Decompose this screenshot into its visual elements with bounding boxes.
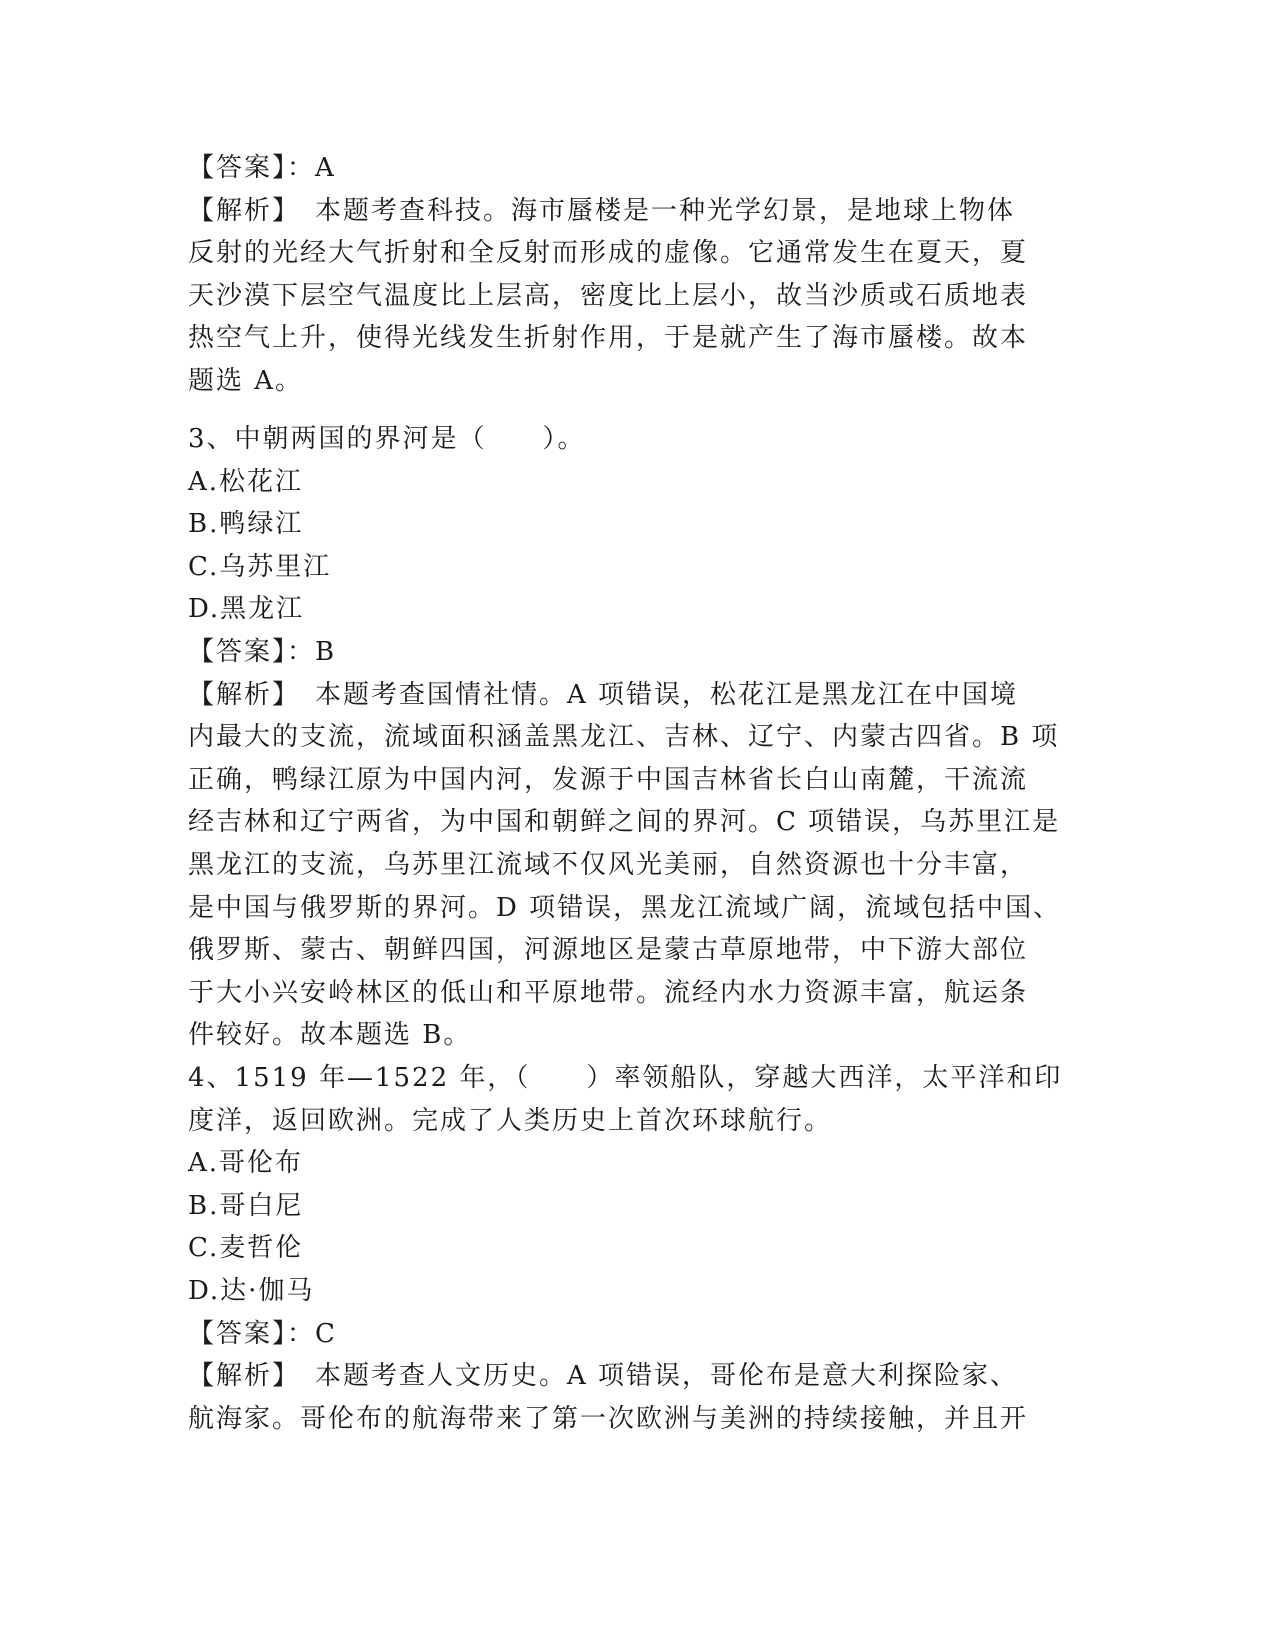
q3-option-d: D.黑龙江 [188, 594, 305, 625]
q2-analysis-line: 题选 A。 [188, 365, 304, 396]
q3-option-a: A.松花江 [188, 466, 304, 497]
q4-block [188, 1057, 1088, 1440]
q2-analysis-line: 反射的光经大气折射和全反射而形成的虚像。它通常发生在夏天，夏 [188, 238, 1029, 269]
q3-analysis-line: 【解析】 本题考查国情社情。A 项错误，松花江是黑龙江在中国境 [188, 679, 1019, 710]
q4-option-b: B.哥白尼 [188, 1190, 304, 1221]
q4-option-d: D.达·伽马 [188, 1275, 315, 1306]
q3-answer: 【答案】：B [188, 636, 337, 667]
q3-option-b: B.鸭绿江 [188, 509, 304, 540]
q4-question-line: 4、1519 年—1522 年，（ ）率领船队，穿越大西洋，太平洋和印 [188, 1063, 1063, 1093]
q4-analysis-line: 【解析】 本题考查人文历史。A 项错误，哥伦布是意大利探险家、 [188, 1361, 1019, 1392]
q4-option-c: C.麦哲伦 [188, 1233, 304, 1264]
q2-answer-block [188, 147, 1088, 403]
q3-block [188, 418, 1088, 1057]
q4-option-a: A.哥伦布 [188, 1148, 304, 1179]
q3-analysis-line: 内最大的支流，流域面积涵盖黑龙江、吉林、辽宁、内蒙古四省。B 项 [188, 722, 1060, 753]
q2-analysis-line: 天沙漠下层空气温度比上层高，密度比上层小，故当沙质或石质地表 [188, 280, 1029, 311]
q2-analysis-line: 热空气上升，使得光线发生折射作用，于是就产生了海市蜃楼。故本 [188, 323, 1029, 354]
q2-analysis-line: 【解析】 本题考查科技。海市蜃楼是一种光学幻景，是地球上物体 [188, 195, 1016, 226]
q4-analysis-line: 航海家。哥伦布的航海带来了第一次欧洲与美洲的持续接触，并且开 [188, 1403, 1029, 1434]
q4-question-line: 度洋，返回欧洲。完成了人类历史上首次环球航行。 [188, 1105, 833, 1136]
q3-analysis-line: 于大小兴安岭林区的低山和平原地带。流经内水力资源丰富，航运条 [188, 977, 1029, 1008]
q3-analysis-line: 经吉林和辽宁两省，为中国和朝鲜之间的界河。C 项错误，乌苏里江是 [188, 807, 1061, 838]
q3-analysis-line: 俄罗斯、蒙古、朝鲜四国，河源地区是蒙古草原地带，中下游大部位 [188, 935, 1029, 966]
q3-question: 3、中朝两国的界河是（ ）。 [188, 424, 586, 454]
q3-analysis-line: 正确，鸭绿江原为中国内河，发源于中国吉林省长白山南麓，干流流 [188, 764, 1029, 795]
q3-analysis-line: 黑龙江的支流，乌苏里江流域不仅风光美丽，自然资源也十分丰富， [188, 849, 1029, 880]
q2-answer: 【答案】：A [188, 153, 336, 183]
q3-analysis-line: 是中国与俄罗斯的界河。D 项错误，黑龙江流域广阔，流域包括中国、 [188, 892, 1062, 923]
q3-analysis-line: 件较好。故本题选 B。 [188, 1020, 472, 1051]
q4-answer: 【答案】：C [188, 1318, 337, 1349]
q3-option-c: C.乌苏里江 [188, 551, 332, 582]
